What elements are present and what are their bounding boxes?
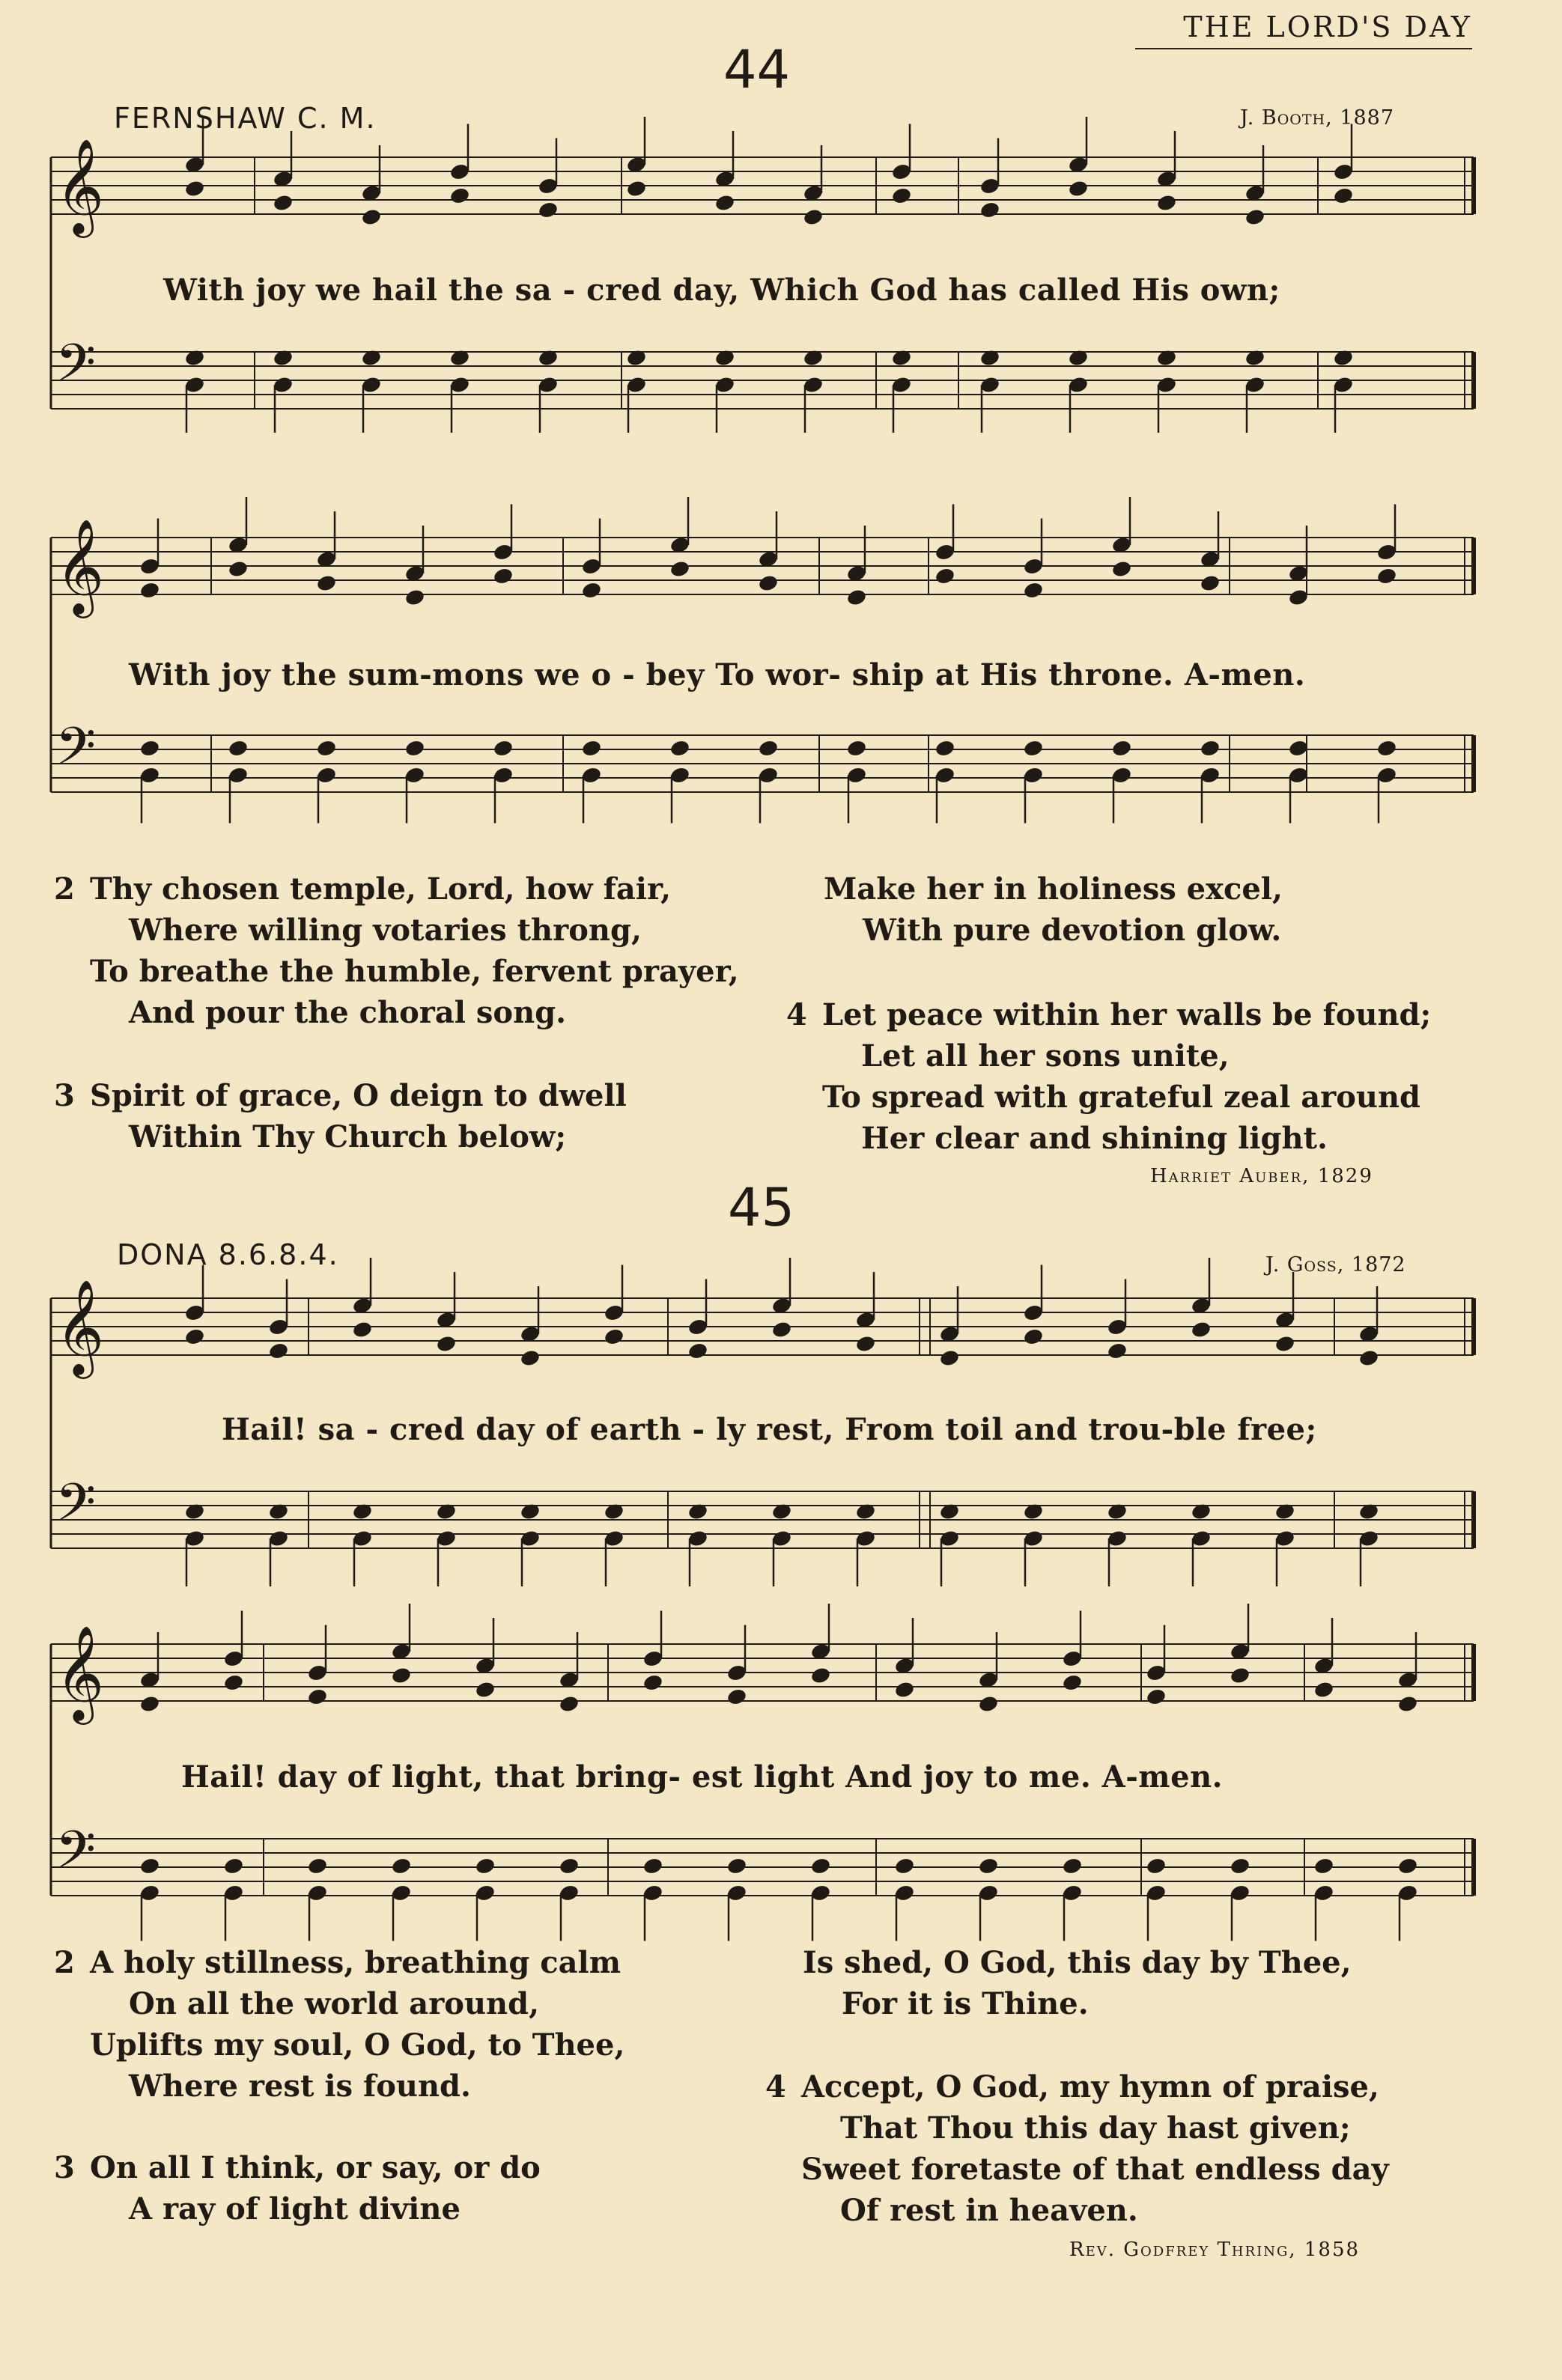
note-head [714,193,736,212]
verse-number: 3 [54,1078,75,1113]
note-head [559,1857,580,1875]
note-head [810,1857,832,1875]
verse-line: Uplifts my soul, O God, to Thee, [90,2027,625,2063]
note-head [316,573,338,592]
note-head [1023,739,1045,758]
note-head [1376,567,1398,585]
hymn-45-verse-2 [54,1942,625,2107]
treble-clef: 𝄞 [55,518,105,614]
note-head [604,1327,625,1346]
hymn-44-verse-3-cont [824,868,1283,951]
note-head [1397,1857,1419,1875]
hymn-45-author: Rev. Godfrey Thring, 1858 [1069,2239,1361,2261]
note-head [1068,179,1090,198]
note-head [139,1857,161,1875]
hymn-45-lyric-line-2: Hail! day of light, that bring- est light And joy to me. A-men. [181,1759,1224,1795]
note-head [559,1694,580,1713]
note-head [803,207,824,226]
note-head [139,739,161,758]
hymn-44-tune-name: FERNSHAW C. M. [114,102,377,135]
verse-number: 4 [765,2069,786,2104]
verse-line: To breathe the humble, fervent prayer, [90,954,739,989]
verse-line: A holy stillness, breathing calm [90,1945,622,1980]
note-head [581,581,603,600]
verse-line: Her clear and shining light. [861,1121,1328,1156]
bass-clef: 𝄢 [55,1472,97,1545]
verse-number: 3 [54,2150,75,2185]
hymn-44-number: 44 [723,39,791,100]
note-head [810,1666,832,1684]
note-head [307,1857,329,1875]
hymn-44-composer: J. Booth, 1887 [1240,106,1395,130]
note-head [978,1694,1000,1713]
verse-line: Sweet foretaste of that endless day [801,2152,1389,2187]
note-head [223,1673,245,1692]
note-head [1230,1666,1251,1684]
verse-line: Make her in holiness excel, [824,871,1283,907]
note-head [626,179,648,198]
note-head [1230,1857,1251,1875]
hymn-45-verse-3 [54,2147,541,2230]
note-head [436,1334,458,1353]
note-head [894,1680,916,1699]
note-head [1156,193,1178,212]
note-head [1333,186,1355,205]
note-head [846,739,868,758]
hymn-45-verse-3-cont [803,1942,1352,2024]
note-head [1111,559,1133,578]
hymn-44-lyric-line-2: With joy the sum-mons we o - bey To wor- ship at His throne. A-men. [129,657,1306,693]
note-head [1313,1857,1335,1875]
hymn-45-composer: J. Goss, 1872 [1265,1253,1406,1276]
note-head [1274,1334,1296,1353]
hymn-45-number: 45 [728,1177,795,1238]
note-head [361,207,383,226]
note-head [1111,739,1133,758]
verse-line: That Thou this day hast given; [840,2110,1351,2146]
note-head [475,1857,496,1875]
note-head [979,201,1001,219]
note-head [726,1687,748,1706]
note-head [758,573,780,592]
verse-line: Thy chosen temple, Lord, how fair, [90,871,672,907]
note-head [139,1694,161,1713]
note-head [475,1680,496,1699]
hymn-44-verse-2 [54,868,739,1033]
note-head [184,1327,206,1346]
note-head [228,559,249,578]
hymn-44-lyric-line-1: With joy we hail the sa - cred day, Which God has called His own; [163,273,1280,308]
note-head [449,186,471,205]
note-head [307,1687,329,1706]
verse-line: With pure devotion glow. [863,913,1282,948]
note-head [1245,207,1266,226]
note-head [891,186,913,205]
note-head [352,1320,374,1339]
verse-line: Let peace within her walls be found; [822,997,1432,1032]
verse-line: Of rest in heaven. [840,2193,1138,2228]
note-head [687,1342,709,1360]
note-head [316,739,338,758]
verse-line: A ray of light divine [129,2191,461,2227]
verse-number: 2 [54,1945,75,1980]
note-head [581,739,603,758]
note-head [538,201,559,219]
running-head: THE LORD'S DAY [1135,10,1472,49]
verse-line: Where willing votaries throng, [129,913,642,948]
note-head [391,1666,413,1684]
verse-line: Where rest is found. [129,2069,471,2104]
note-head [1107,1342,1128,1360]
verse-line: For it is Thine. [842,1986,1089,2021]
verse-line: On all I think, or say, or do [90,2150,541,2185]
note-head [493,567,514,585]
bass-clef: 𝄢 [55,332,97,406]
hymn-45-verse-4 [765,2066,1389,2231]
note-head [894,1857,916,1875]
treble-clef: 𝄞 [55,138,105,234]
treble-clef: 𝄞 [55,1279,105,1375]
note-head [978,1857,1000,1875]
note-head [520,1348,541,1367]
verse-number: 2 [54,871,75,907]
hymn-44-author: Harriet Auber, 1829 [1150,1165,1373,1187]
note-head [404,739,426,758]
note-head [846,588,868,606]
hymn-44-verse-4 [786,994,1431,1159]
hymn-45-tune-name: DONA 8.6.8.4. [117,1238,339,1271]
note-head [1200,739,1221,758]
note-head [184,179,206,198]
note-head [1397,1694,1419,1713]
note-head [771,1320,793,1339]
note-head [273,193,294,212]
verse-line: To spread with grateful zeal around [822,1080,1421,1115]
note-head [726,1857,748,1875]
note-head [391,1857,413,1875]
note-head [935,567,956,585]
verse-line: And pour the choral song. [129,995,567,1030]
note-head [1146,1687,1167,1706]
note-head [493,739,514,758]
note-head [669,559,691,578]
note-head [223,1857,245,1875]
note-head [642,1673,664,1692]
note-head [758,739,780,758]
note-head [1191,1320,1212,1339]
verse-line: Accept, O God, my hymn of praise, [801,2069,1379,2104]
treble-clef: 𝄞 [55,1625,105,1720]
note-head [1023,1327,1045,1346]
verse-number: 4 [786,997,807,1032]
note-head [268,1342,290,1360]
note-head [1313,1680,1335,1699]
verse-line: Let all her sons unite, [861,1038,1230,1074]
note-head [1023,581,1045,600]
note-head [669,739,691,758]
note-head [139,581,161,600]
note-head [855,1334,877,1353]
note-head [1200,573,1221,592]
note-head [404,588,426,606]
bass-clef: 𝄢 [55,716,97,789]
verse-line: Spirit of grace, O deign to dwell [90,1078,627,1113]
note-head [939,1348,961,1367]
hymn-44-verse-3 [54,1075,627,1157]
verse-line: On all the world around, [129,1986,540,2021]
verse-line: Is shed, O God, this day by Thee, [803,1945,1352,1980]
bass-clef: 𝄢 [55,1819,97,1893]
note-head [935,739,956,758]
note-head [228,739,249,758]
hymn-45-lyric-line-1: Hail! sa - cred day of earth - ly rest, From toil and trou-ble free; [222,1412,1317,1447]
note-head [1146,1857,1167,1875]
note-head [1376,739,1398,758]
note-head [1358,1348,1380,1367]
note-head [1062,1673,1084,1692]
note-head [642,1857,664,1875]
note-head [1062,1857,1084,1875]
verse-line: Within Thy Church below; [129,1119,567,1154]
